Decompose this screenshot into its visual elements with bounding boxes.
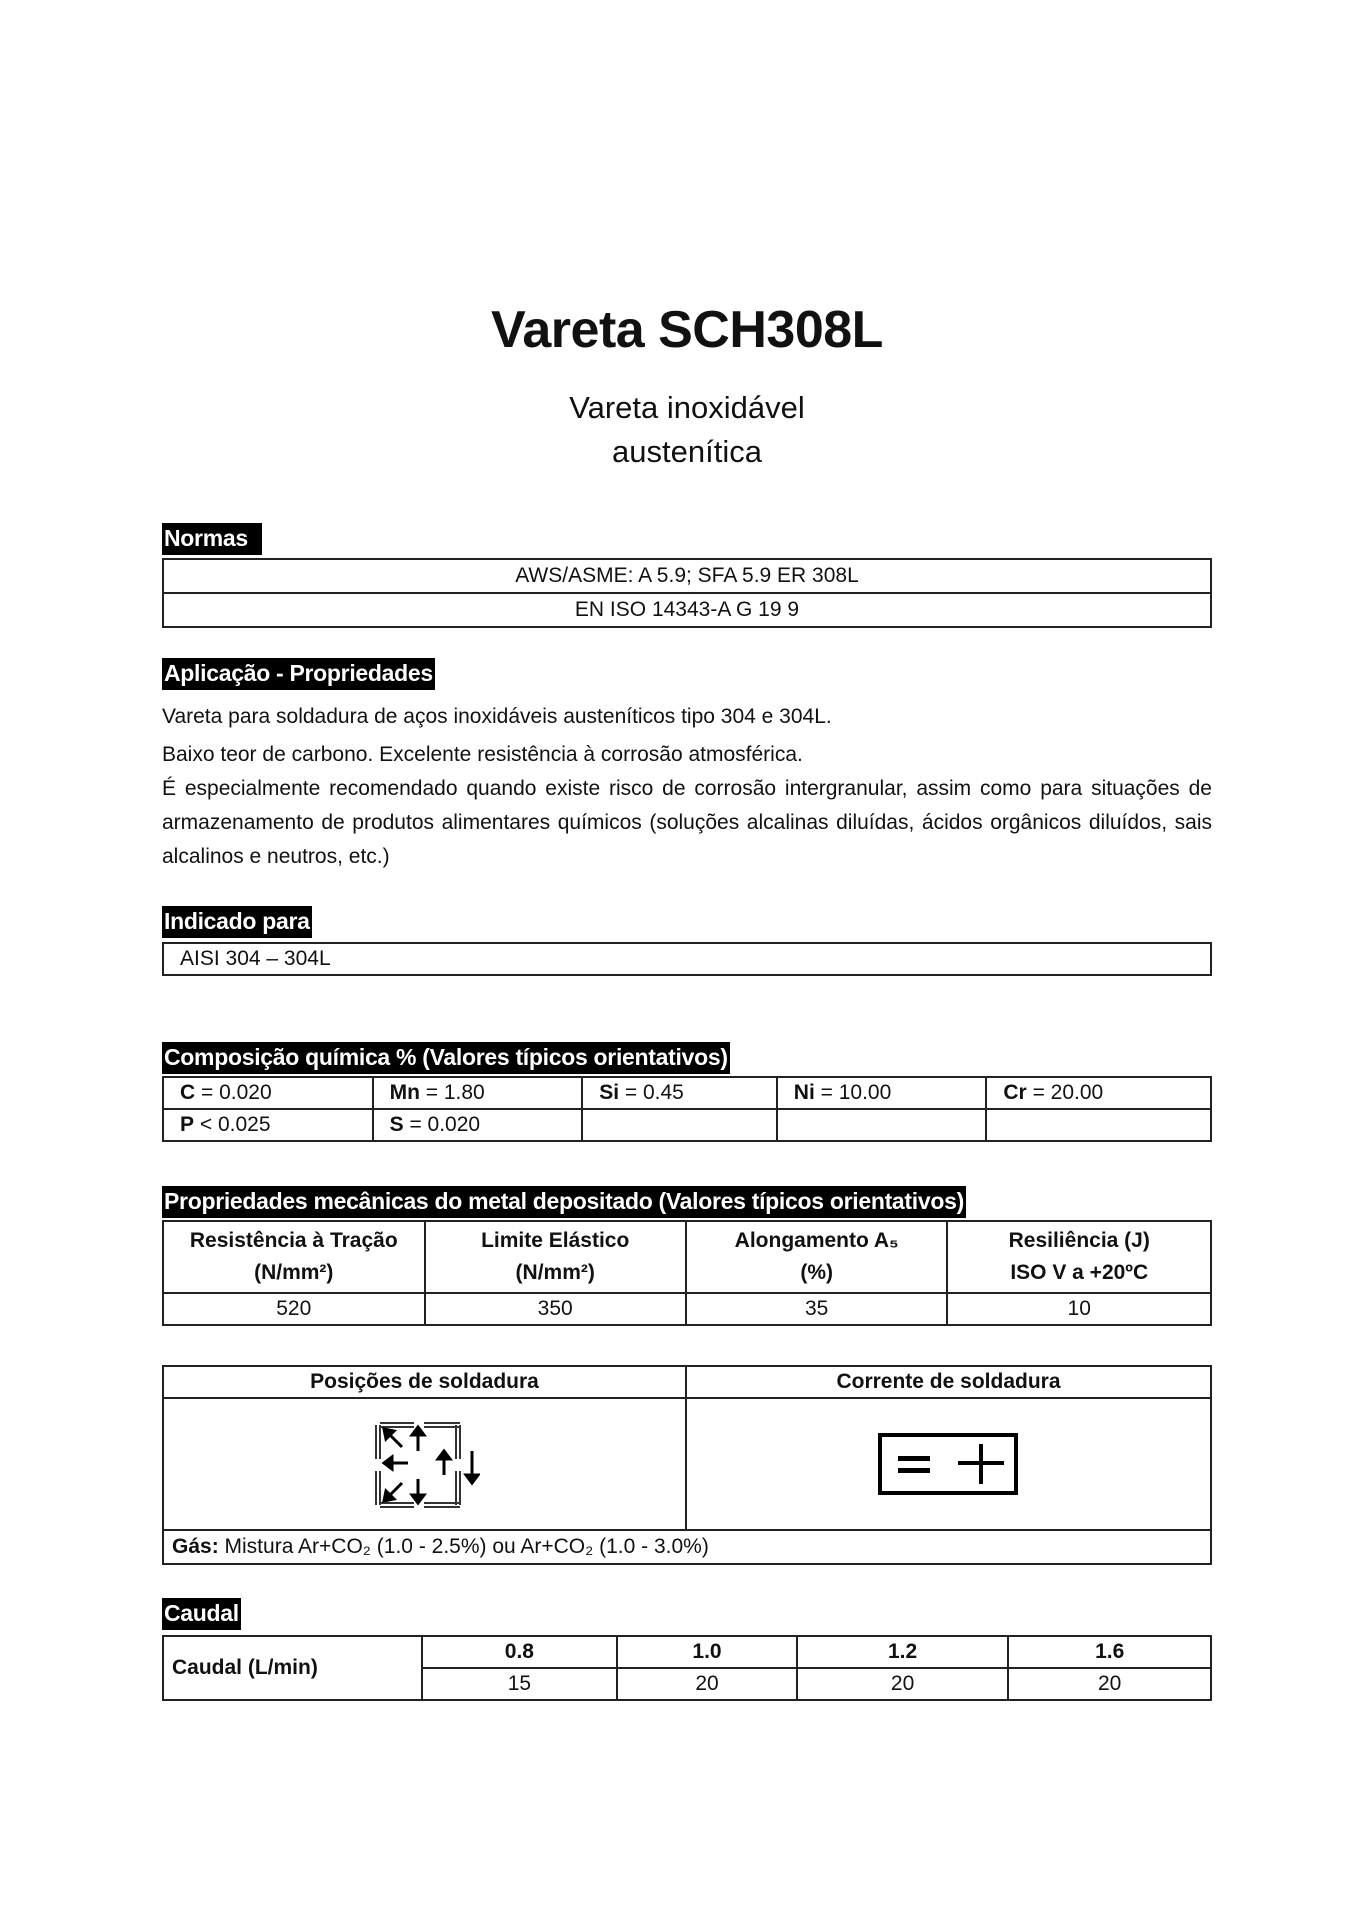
- dc-positive-icon: [687, 1399, 1210, 1529]
- gas-value: Mistura Ar+CO₂ (1.0 - 2.5%) ou Ar+CO₂ (1.0 - 3.0%): [218, 1535, 709, 1558]
- column-header: [686, 1221, 948, 1293]
- table-cell: 10: [947, 1293, 1211, 1325]
- table-cell: 20: [797, 1668, 1009, 1700]
- section-label-composicao: Composição química % (Valores típicos orientativos): [162, 1042, 730, 1074]
- header-line: Resiliência (J): [1008, 1229, 1150, 1252]
- table-row: [163, 1077, 1211, 1109]
- table-row: [163, 1530, 1211, 1564]
- element-value: 10.00: [838, 1081, 892, 1104]
- table-cell: 35: [686, 1293, 948, 1325]
- operator: =: [1026, 1081, 1051, 1104]
- composition-cell: [777, 1077, 987, 1109]
- element-symbol: C: [180, 1081, 196, 1104]
- element-symbol: Cr: [1003, 1081, 1027, 1104]
- table-row: [163, 1293, 1211, 1325]
- header-line: (N/mm²): [515, 1261, 595, 1284]
- table-cell: 520: [163, 1293, 425, 1325]
- gas-cell: [163, 1530, 1211, 1564]
- table-cell: EN ISO 14343-A G 19 9: [163, 593, 1211, 627]
- column-header: Corrente de soldadura: [686, 1366, 1211, 1398]
- header-line: Alongamento A₅: [734, 1229, 899, 1252]
- indicado-table: [162, 942, 1212, 976]
- operator: <: [194, 1113, 218, 1136]
- composition-cell-empty: [582, 1109, 777, 1141]
- operator: =: [814, 1081, 839, 1104]
- element-symbol: Si: [599, 1081, 620, 1104]
- header-line: (%): [800, 1261, 834, 1284]
- page-subtitle: [162, 386, 1212, 474]
- welding-positions-icon: [164, 1399, 685, 1529]
- table-cell: 20: [617, 1668, 797, 1700]
- operator: =: [619, 1081, 643, 1104]
- element-value: 0.020: [219, 1081, 272, 1104]
- composition-cell: [163, 1109, 373, 1141]
- operator: =: [195, 1081, 220, 1104]
- column-header: [947, 1221, 1211, 1293]
- column-header: Posições de soldadura: [163, 1366, 686, 1398]
- column-header: [163, 1221, 425, 1293]
- element-value: 20.00: [1050, 1081, 1104, 1104]
- table-header-row: [163, 1366, 1211, 1398]
- section-label-normas: Normas: [162, 523, 262, 555]
- table-cell: 15: [422, 1668, 618, 1700]
- table-cell: [686, 1398, 1211, 1530]
- caudal-table: [162, 1635, 1212, 1701]
- paragraph: Vareta para soldadura de aços inoxidáveis austeníticos tipo 304 e 304L.: [162, 705, 832, 728]
- gas-label: Gás:: [172, 1535, 219, 1558]
- composition-cell-empty: [777, 1109, 987, 1141]
- element-symbol: P: [180, 1113, 195, 1136]
- header-line: Limite Elástico: [481, 1229, 630, 1252]
- row-label: Caudal (L/min): [163, 1636, 422, 1700]
- paragraph: É especialmente recomendado quando existe risco de corrosão intergranular, assim como para situações de armazenamento de produtos alimentares químicos (soluções alcalinas diluídas, ácidos orgânicos diluídos, sais alcalinos e neutros, etc.): [162, 777, 1212, 868]
- operator: =: [403, 1113, 428, 1136]
- table-cell: 350: [425, 1293, 686, 1325]
- column-header: [425, 1221, 686, 1293]
- element-symbol: Ni: [793, 1081, 815, 1104]
- column-header: 1.0: [617, 1636, 797, 1668]
- column-header: 0.8: [422, 1636, 618, 1668]
- page-title: Vareta SCH308L: [491, 301, 883, 359]
- element-value: 0.45: [642, 1081, 684, 1104]
- header-line: Resistência à Tração: [189, 1229, 398, 1252]
- paragraph: Baixo teor de carbono. Excelente resistência à corrosão atmosférica.: [162, 743, 803, 766]
- table-cell: AWS/ASME: A 5.9; SFA 5.9 ER 308L: [163, 559, 1211, 593]
- table-header-row: [163, 1221, 1211, 1293]
- composition-cell: [582, 1077, 777, 1109]
- composition-cell: [373, 1109, 583, 1141]
- table-row: [163, 943, 1211, 975]
- subtitle-line: austenítica: [612, 434, 762, 469]
- aplicacao-text: [162, 700, 1212, 874]
- table-cell: 20: [1008, 1668, 1211, 1700]
- header-line: ISO V a +20ºC: [1010, 1261, 1149, 1284]
- element-symbol: Mn: [389, 1081, 420, 1104]
- table-row: [163, 559, 1211, 593]
- soldadura-table: [162, 1365, 1212, 1565]
- composition-cell-empty: [986, 1109, 1211, 1141]
- table-row: [163, 1398, 1211, 1530]
- column-header: 1.6: [1008, 1636, 1211, 1668]
- table-cell: AISI 304 – 304L: [163, 943, 1211, 975]
- table-row: [163, 1109, 1211, 1141]
- composition-cell: [163, 1077, 373, 1109]
- mecanicas-table: [162, 1220, 1212, 1326]
- table-header-row: [163, 1636, 1211, 1668]
- column-header: 1.2: [797, 1636, 1009, 1668]
- element-value: 1.80: [443, 1081, 485, 1104]
- section-label-aplicacao: Aplicação - Propriedades: [162, 658, 435, 690]
- operator: =: [419, 1081, 444, 1104]
- table-row: [163, 593, 1211, 627]
- composicao-table: [162, 1076, 1212, 1142]
- element-value: 0.020: [427, 1113, 481, 1136]
- table-cell: [163, 1398, 686, 1530]
- element-value: 0.025: [217, 1113, 271, 1136]
- composition-cell: [986, 1077, 1211, 1109]
- composition-cell: [373, 1077, 583, 1109]
- subtitle-line: Vareta inoxidável: [569, 390, 805, 425]
- header-line: (N/mm²): [254, 1261, 334, 1284]
- normas-table: [162, 558, 1212, 628]
- section-label-caudal: Caudal: [162, 1598, 241, 1630]
- section-label-indicado: Indicado para: [162, 906, 312, 938]
- element-symbol: S: [389, 1113, 404, 1136]
- section-label-mecanicas: Propriedades mecânicas do metal depositado (Valores típicos orientativos): [162, 1186, 966, 1218]
